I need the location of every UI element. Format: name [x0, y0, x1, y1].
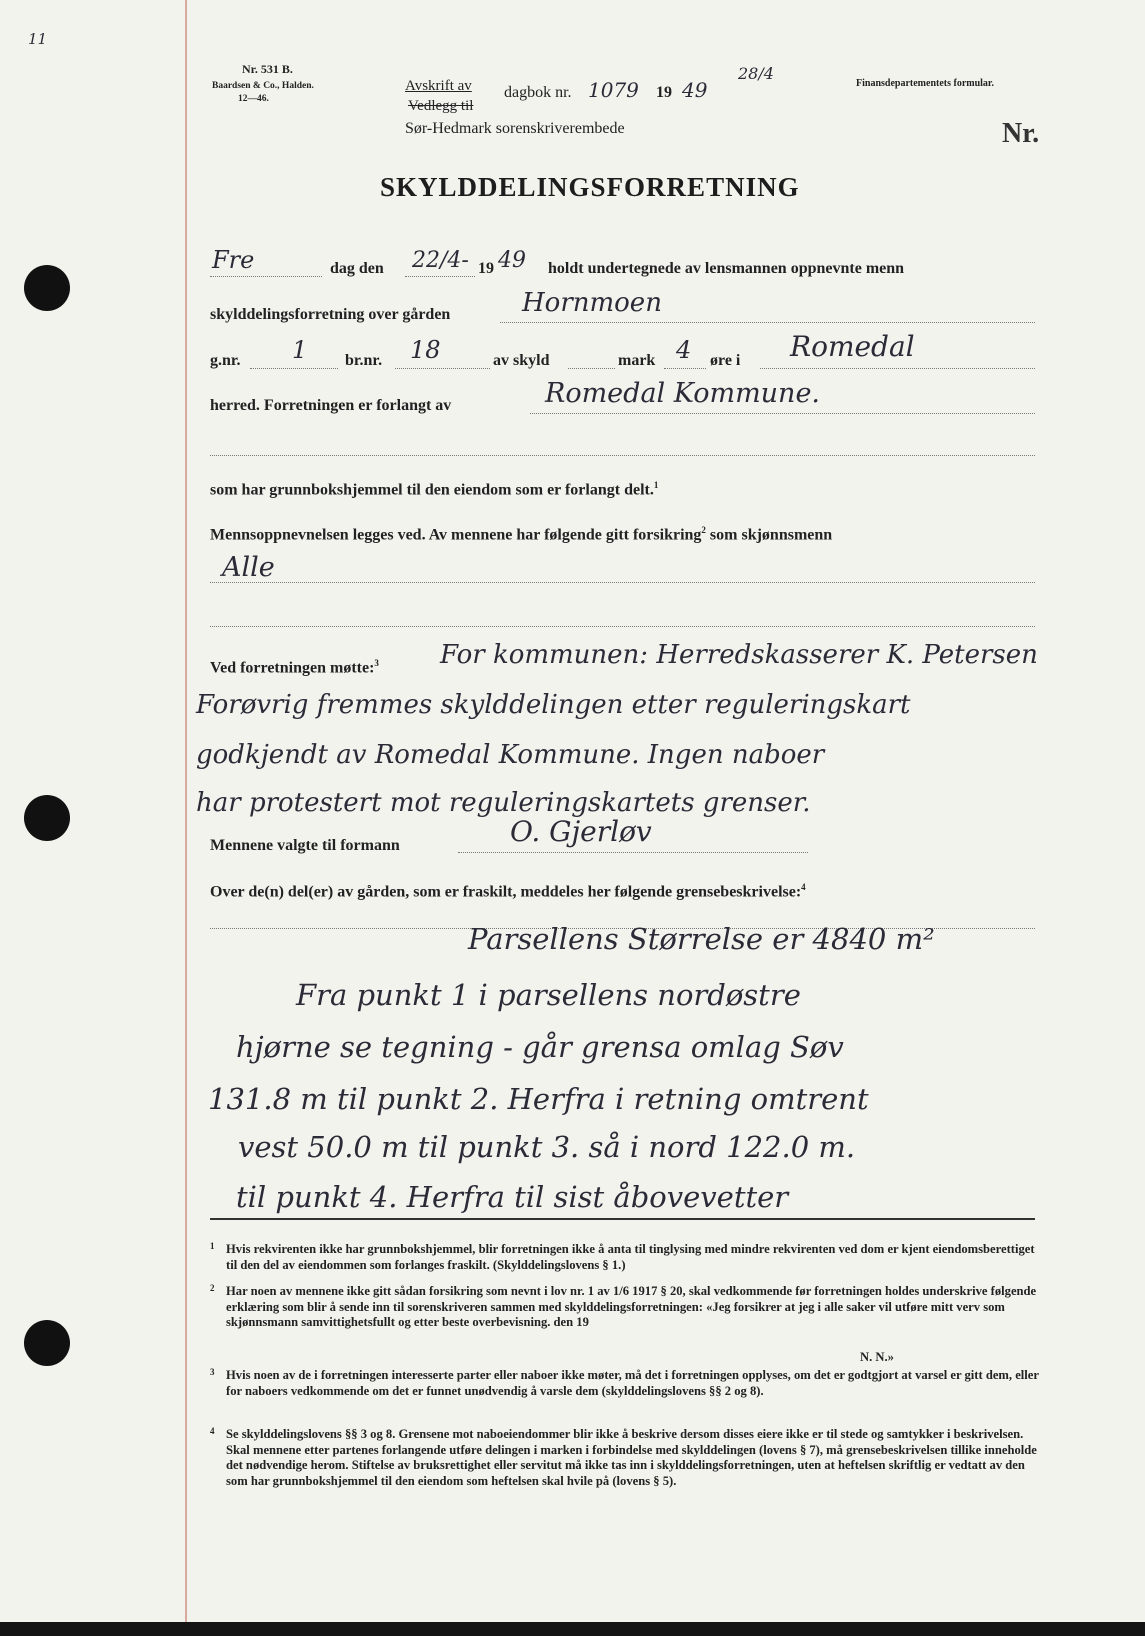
mark-value: 4 — [676, 336, 692, 364]
grunnbok-text — [210, 480, 658, 499]
footnote-3 — [210, 1368, 1045, 1399]
brnr-value: 18 — [410, 336, 441, 364]
dotted-line — [500, 322, 1035, 323]
year-suffix: 49 — [682, 78, 708, 102]
printer-name: Baardsen & Co., Halden. — [212, 81, 314, 91]
year-prefix: 19 — [656, 84, 672, 101]
year-label: 19 — [478, 260, 494, 277]
dotted-line — [405, 276, 475, 277]
footnote-2 — [210, 1284, 1045, 1331]
copy-struck: Vedlegg til — [408, 98, 474, 114]
dotted-line — [664, 368, 706, 369]
footnote-1 — [210, 1242, 1045, 1273]
dotted-line — [530, 413, 1035, 414]
date-value: 22/4- — [412, 248, 469, 273]
boundary-line-1: Parsellens Størrelse er 4840 m² — [468, 922, 935, 956]
footnote-ref: 3 — [374, 658, 379, 668]
nr-stamp: Nr. — [1002, 118, 1040, 149]
footnote-divider — [210, 1218, 1035, 1220]
dotted-line — [458, 852, 808, 853]
boundary-label-text: Over de(n) del(er) av gården, som er fraskilt, meddeles her følgende grensebeskrivelse: — [210, 883, 802, 901]
municipality: Romedal — [790, 330, 915, 363]
nn-signature: N. N.» — [860, 1350, 894, 1364]
dagbok-number: 1079 — [588, 78, 639, 102]
dotted-line — [760, 368, 1035, 369]
footnote-number: 1 — [210, 1241, 215, 1251]
corner-mark: 11 — [28, 30, 48, 48]
attended-label-text: Ved forretningen møtte: — [210, 659, 375, 677]
dotted-line — [568, 368, 615, 369]
dotted-line — [210, 582, 1035, 583]
over-farm-label: skylddelingsforretning over gården — [210, 306, 451, 323]
gnr-label: g.nr. — [210, 352, 241, 369]
margin-rule — [185, 0, 187, 1622]
menn-text-body: Mennsoppnevnelsen legges ved. Av mennene har følgende gitt forsikring — [210, 526, 702, 544]
menn-text — [210, 525, 832, 544]
footnote-4 — [210, 1427, 1045, 1489]
boundary-line-4: 131.8 m til punkt 2. Herfra i retning omtrent — [208, 1082, 869, 1116]
footnote-text: Har noen av mennene ikke gitt sådan forsikring som nevnt i lov nr. 1 av 1/6 1917 § 20, skal vedkommende før forretningen holdes underskrive følgende erklæring som blir å sende inn til sorenskriveren sammen med skylddelingsforretningen: «Jeg forsikrer at jeg i alle saker vil utføre mitt verv som skjønnsmann samvittighetsfullt og etter beste overbevisning. den 19 — [226, 1284, 1037, 1329]
boundary-line-5: vest 50.0 m til punkt 3. så i nord 122.0 m. — [238, 1130, 856, 1164]
dagbok-label: dagbok nr. — [504, 84, 572, 101]
footnote-ref: 1 — [653, 480, 659, 490]
attended-line-1: For kommunen: Herredskasserer K. Petersen — [440, 640, 1038, 670]
mark-label: mark — [618, 352, 656, 369]
footnote-ref: 2 — [701, 525, 706, 535]
dag-den-label: dag den — [330, 260, 384, 277]
punch-hole-top — [24, 265, 70, 311]
footnote-text: Hvis noen av de i forretningen interesserte parter eller naboer ikke møter, må det i forretningen opplyses, om det er godtgjort at varsel er gitt dem, eller for naboers vedkommende om det er funnet unødvendig å varsle dem (skylddelingslovens §§ 2 og 8). — [226, 1368, 1039, 1398]
held-text: holdt undertegnede av lensmannen oppnevnte menn — [548, 260, 905, 277]
boundary-label — [210, 882, 806, 901]
chair-label: Mennene valgte til formann — [210, 837, 400, 854]
grunnbok-text-body: som har grunnbokshjemmel til den eiendom som er forlangt delt. — [210, 481, 654, 499]
footnote-ref: 4 — [801, 882, 806, 892]
herred-label: herred. Forretningen er forlangt av — [210, 397, 452, 414]
dotted-line — [395, 368, 490, 369]
footnote-number: 4 — [210, 1426, 215, 1436]
gnr-value: 1 — [292, 336, 308, 364]
attended-line-2: Forøvrig fremmes skylddelingen etter reguleringskart — [196, 690, 911, 720]
copy-prefix: Avskrift av — [405, 78, 472, 94]
ore-label: øre i — [710, 352, 741, 369]
dotted-line — [210, 626, 1035, 627]
boundary-line-2: Fra punkt 1 i parsellens nordøstre — [296, 978, 801, 1012]
day-name: Fre — [212, 246, 255, 274]
skyld-label: av skyld — [493, 352, 550, 369]
brnr-label: br.nr. — [345, 352, 383, 369]
boundary-line-3: hjørne se tegning - går grensa omlag Søv — [236, 1030, 844, 1064]
dotted-line — [210, 455, 1035, 456]
requested-by: Romedal Kommune. — [545, 378, 821, 409]
footnote-number: 2 — [210, 1283, 215, 1293]
dotted-line — [250, 368, 338, 369]
dotted-line — [210, 276, 322, 277]
punch-hole-bottom — [24, 1320, 70, 1366]
footnote-text: Se skylddelingslovens §§ 3 og 8. Grensene mot naboeiendommer blir ikke å beskrive dersom disses eiere ikke er til stede og samtykker i beskrivelsen. Skal mennene etter partenes forlangende utføre delingen i marken i forbindelse med skylddelingen (lovens § 7), må grensebeskrivelsen tillike inneholde det nødvendige herom. Stiftelse av bruksrettighet eller servitut må ikke tas inn i skylddelingsforretningen, uten at heftelsen skriftlig er vedtatt av den som har grunnbokshjemmel til den eiendom som heftelsen skal hvile på (lovens § 5). — [226, 1427, 1037, 1488]
office-stamp: Sør-Hedmark sorenskriverembede — [405, 120, 625, 137]
chair-name: O. Gjerløv — [510, 815, 652, 848]
attended-label — [210, 658, 379, 677]
ministry-form: Finansdepartementets formular. — [856, 78, 994, 89]
assessors: Alle — [222, 552, 275, 583]
farm-name: Hornmoen — [522, 288, 662, 318]
menn-text-end: som skjønnsmenn — [709, 526, 833, 544]
boundary-line-6: til punkt 4. Herfra til sist åbovevetter — [236, 1180, 789, 1214]
scan-edge — [0, 1622, 1145, 1636]
date-note: 28/4 — [738, 64, 774, 83]
page-title: SKYLDDELINGSFORRETNING — [380, 172, 800, 202]
form-number: Nr. 531 B. — [242, 62, 293, 76]
year-value: 49 — [498, 248, 526, 273]
print-date: 12—46. — [238, 94, 269, 104]
punch-hole-middle — [24, 795, 70, 841]
attended-line-4: har protestert mot reguleringskartets grenser. — [196, 788, 811, 818]
footnote-number: 3 — [210, 1367, 215, 1377]
footnote-text: Hvis rekvirenten ikke har grunnbokshjemmel, blir forretningen ikke å anta til tinglysing med mindre rekvirenten ved dom er kjent eiendomsberettiget til den del av eiendommen som forlanges fraskilt. (Skylddelingslovens § 1.) — [226, 1242, 1035, 1272]
attended-line-3: godkjendt av Romedal Kommune. Ingen naboer — [196, 740, 825, 770]
